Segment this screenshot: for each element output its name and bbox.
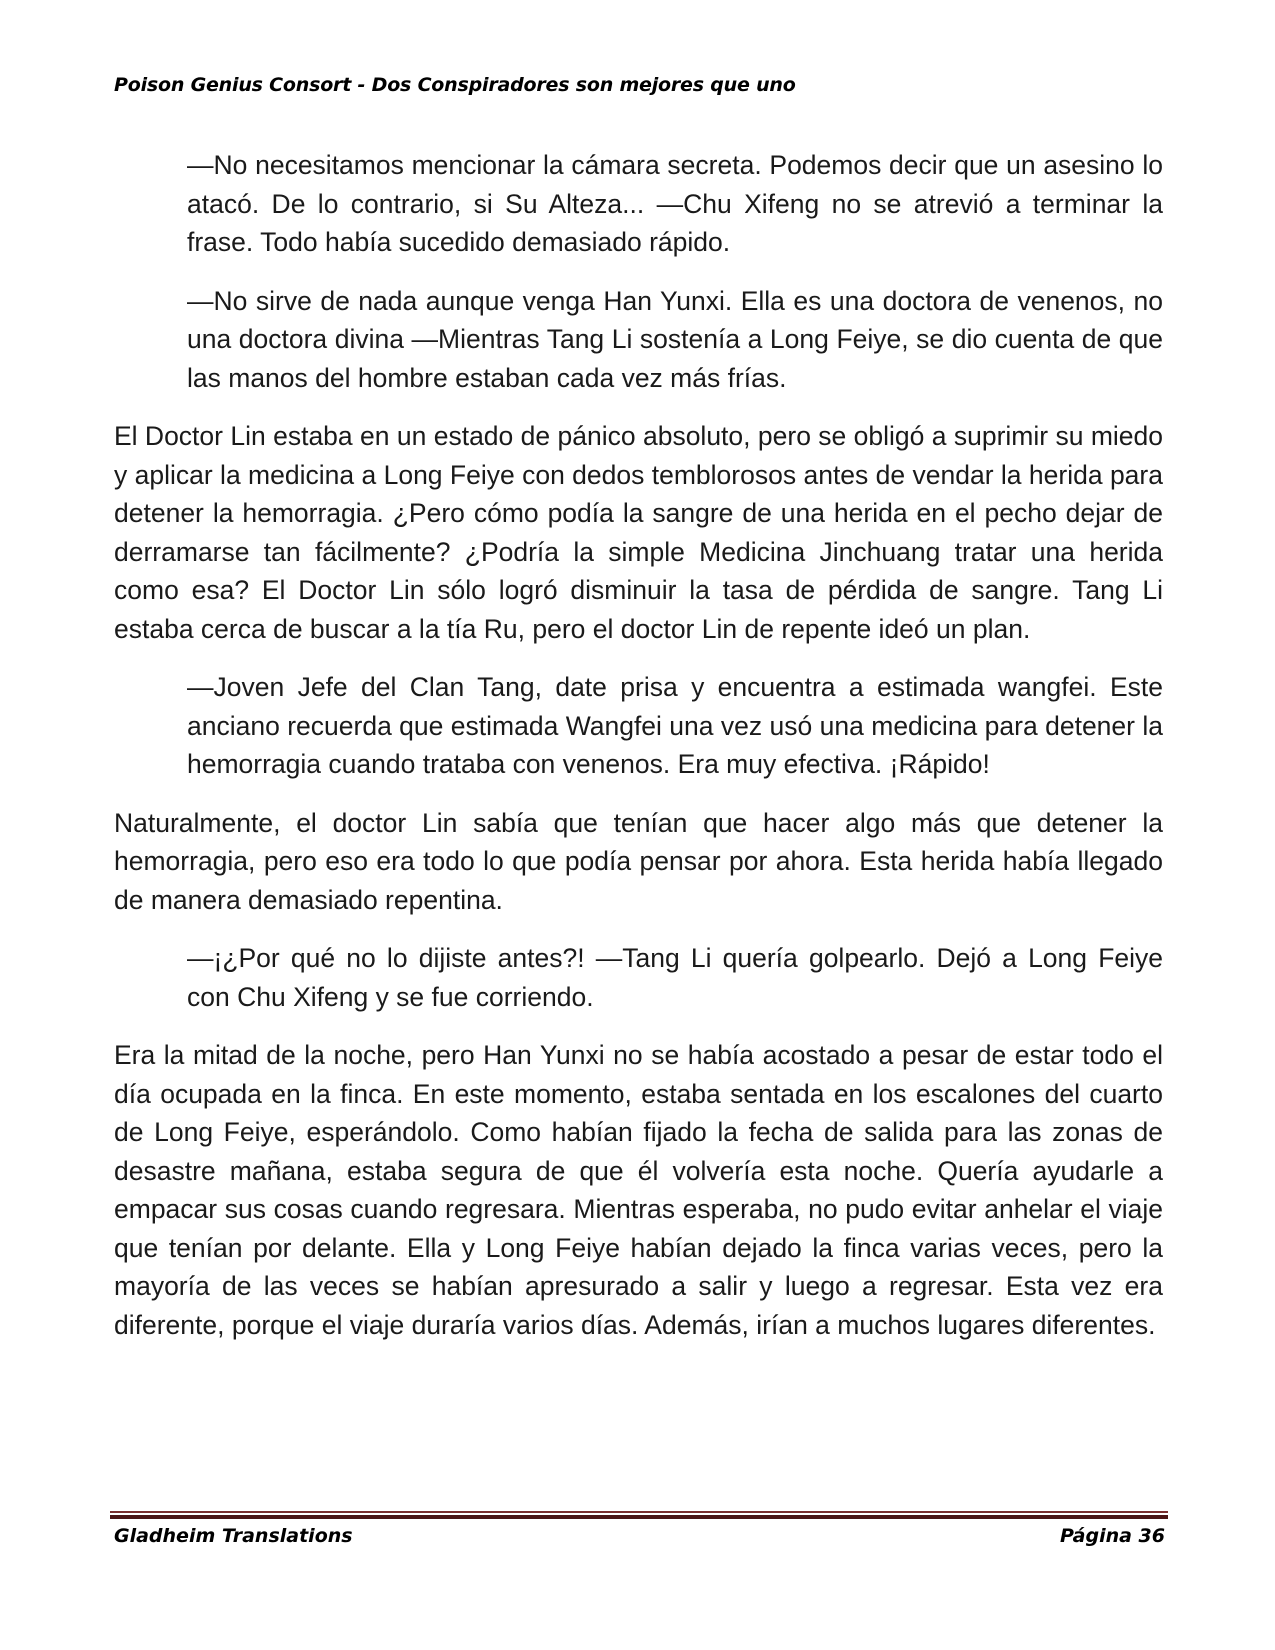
dialog-paragraph: —No necesitamos mencionar la cámara secreta. Podemos decir que un asesino lo atacó. De lo contrario, si Su Alteza... —Chu Xifeng no se atrevió a terminar la frase. Todo había sucedido demasiado rápido. — [187, 150, 1163, 257]
footer-divider-thick — [110, 1515, 1168, 1519]
running-header: Poison Genius Consort - Dos Conspiradores son mejores que uno — [114, 74, 796, 96]
dialog-paragraph: —Joven Jefe del Clan Tang, date prisa y encuentra a estimada wangfei. Este anciano recuerda que estimada Wangfei una vez usó una medicina para detener la hemorragia cuando trataba con venenos. Era muy efectiva. ¡Rápido! — [187, 672, 1163, 779]
narration-paragraph: El Doctor Lin estaba en un estado de pánico absoluto, pero se obligó a suprimir su miedo y aplicar la medicina a Long Feiye con dedos temblorosos antes de vendar la herida para detener la hemorragia. ¿Pero cómo podía la sangre de una herida en el pecho dejar de derramarse tan fácilmente? ¿Podría la simple Medicina Jinchuang tratar una herida como esa? El Doctor Lin sólo logró disminuir la tasa de pérdida de sangre. Tang Li estaba cerca de buscar a la tía Ru, pero el doctor Lin de repente ideó un plan. — [114, 421, 1163, 644]
body-text — [114, 146, 1163, 1364]
narration-paragraph: Naturalmente, el doctor Lin sabía que tenían que hacer algo más que detener la hemorragia, pero eso era todo lo que podía pensar por ahora. Esta herida había llegado de manera demasiado repentina. — [114, 807, 1163, 915]
page-number: Página 36 — [1059, 1525, 1165, 1547]
dialog-paragraph: —No sirve de nada aunque venga Han Yunxi. Ella es una doctora de venenos, no una doctora divina —Mientras Tang Li sostenía a Long Feiye, se dio cuenta de que las manos del hombre estaban cada vez más frías. — [187, 285, 1163, 393]
footer-publisher: Gladheim Translations — [114, 1525, 353, 1547]
footer-divider — [110, 1511, 1168, 1519]
narration-paragraph: Era la mitad de la noche, pero Han Yunxi no se había acostado a pesar de estar todo el día ocupada en la finca. En este momento, estaba sentada en los escalones del cuarto de Long Feiye, esperándolo. Como habían fijado la fecha de salida para las zonas de desastre mañana, estaba segura de que él volvería esta noche. Quería ayudarle a empacar sus cosas cuando regresara. Mientras esperaba, no pudo evitar anhelar el viaje que tenían por delante. Ella y Long Feiye habían dejado la finca varias veces, pero la mayoría de las veces se habían apresurado a salir y luego a regresar. Esta vez era diferente, porque el viaje duraría varios días. Además, irían a muchos lugares diferentes. — [114, 1040, 1163, 1340]
dialog-paragraph: —¡¿Por qué no lo dijiste antes?! —Tang Li quería golpearlo. Dejó a Long Feiye con Chu Xifeng y se fue corriendo. — [187, 943, 1163, 1012]
